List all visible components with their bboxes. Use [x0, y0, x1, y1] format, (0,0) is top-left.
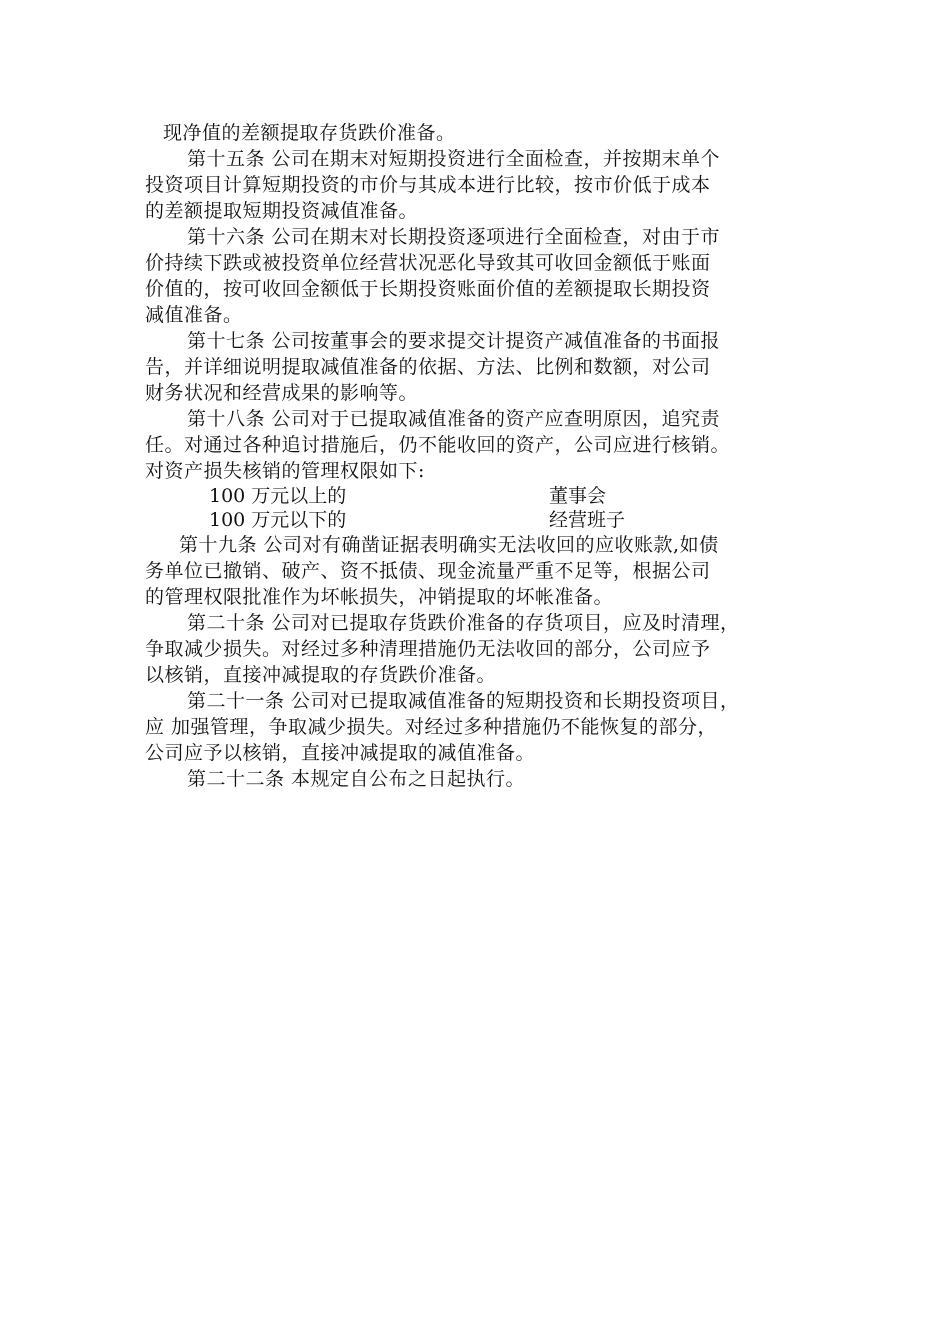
article-15-heading-line: 第十五条 公司在期末对短期投资进行全面检查，并按期末单个: [187, 148, 721, 170]
text-line: 务单位已撤销、破产、资不抵债、现金流量严重不足等，根据公司: [145, 560, 711, 582]
authority-approver: 董事会: [549, 485, 607, 507]
text-line: 争取减少损失。对经过多种清理措施仍无法收回的部分，公司应予: [145, 638, 711, 660]
text-line: 现净值的差额提取存货跌价准备。: [163, 122, 456, 144]
text-line: 任。对通过各种追讨措施后，仍不能收回的资产，公司应进行核销。: [145, 434, 731, 456]
article-17-heading-line: 第十七条 公司按董事会的要求提交计提资产减值准备的书面报: [187, 330, 721, 352]
article-18-heading-line: 第十八条 公司对于已提取减值准备的资产应查明原因，追究责: [187, 408, 721, 430]
article-22-heading-line: 第二十二条 本规定自公布之日起执行。: [187, 768, 526, 790]
article-20-heading-line: 第二十条 公司对已提取存货跌价准备的存货项目，应及时清理，: [187, 612, 740, 634]
authority-amount: 100 万元以下的: [209, 509, 347, 531]
text-line: 应 加强管理，争取减少损失。对经过多种措施仍不能恢复的部分，: [145, 716, 718, 738]
article-21-heading-line: 第二十一条 公司对已提取减值准备的短期投资和长期投资项目，: [187, 690, 740, 712]
text-line: 告，并详细说明提取减值准备的依据、方法、比例和数额，对公司: [145, 356, 711, 378]
text-line: 减值准备。: [145, 304, 243, 326]
text-line: 对资产损失核销的管理权限如下:: [145, 460, 425, 482]
document-page: [145, 120, 810, 792]
text-line: 价持续下跌或被投资单位经营状况恶化导致其可收回金额低于账面: [145, 252, 711, 274]
text-line: 以核销，直接冲减提取的存货跌价准备。: [145, 664, 497, 686]
text-line: 公司应予以核销，直接冲减提取的减值准备。: [145, 742, 536, 764]
text-line: 价值的，按可收回金额低于长期投资账面价值的差额提取长期投资: [145, 278, 711, 300]
authority-row: [145, 484, 810, 508]
text-line: 财务状况和经营成果的影响等。: [145, 382, 419, 404]
authority-amount: 100 万元以上的: [209, 485, 347, 507]
authority-row: [145, 508, 810, 532]
article-16-heading-line: 第十六条 公司在期末对长期投资逐项进行全面检查，对由于市: [187, 226, 721, 248]
text-line: 投资项目计算短期投资的市价与其成本进行比较，按市价低于成本: [145, 174, 711, 196]
authority-approver: 经营班子: [549, 509, 626, 531]
article-19-heading-line: 第十九条 公司对有确凿证据表明确实无法收回的应收账款,如债: [179, 534, 719, 556]
text-line: 的管理权限批准作为坏帐损失，冲销提取的坏帐准备。: [145, 586, 614, 608]
text-line: 的差额提取短期投资减值准备。: [145, 200, 419, 222]
